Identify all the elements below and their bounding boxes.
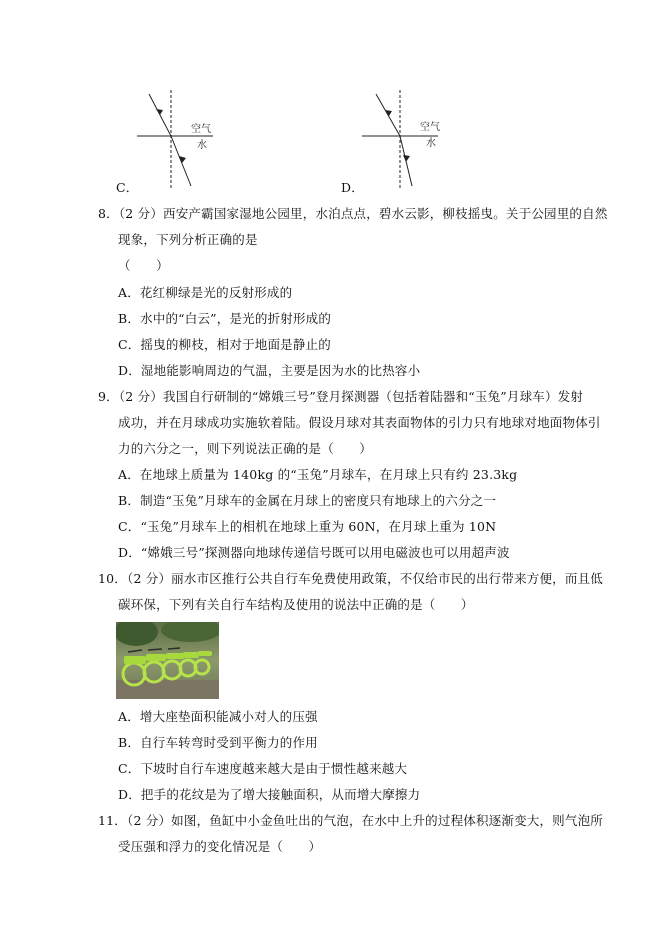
q10-option-d: D．把手的花纹是为了增大接触面积，从而增大摩擦力 [118,787,421,802]
q8-option-d: D．湿地能影响周边的气温，主要是因为水的比热容小 [118,363,421,378]
q9-option-b: B．制造“玉兔”月球车的金属在月球上的密度只有地球上的六分之一 [118,493,497,508]
q10-stem-line1: 10．（2 分）丽水市区推行公共自行车免费使用政策，不仅给市民的出行带来方便，而且低 [98,571,603,586]
option-letter-c: C． [116,180,139,195]
q8-stem-line1: 8．（2 分）西安产霸国家湿地公园里，水泊点点，碧水云影，柳枝摇曳。关于公园里的自然 [98,206,608,221]
bicycle-photo [116,622,219,699]
option-letter-d: D． [341,180,364,195]
water-label-d: 水 [426,138,436,149]
q11-stem-line2: 受压强和浮力的变化情况是（ ） [118,839,322,854]
q8-stem-line2: 现象，下列分析正确的是 [118,232,258,247]
q10-option-c: C．下坡时自行车速度越来越大是由于惯性越来越大 [118,761,408,776]
q8-option-a: A．花红柳绿是光的反射形成的 [118,285,293,300]
q10-option-b: B．自行车转弯时受到平衡力的作用 [118,735,318,750]
q9-option-d: D．“嫦娥三号”探测器向地球传递信号既可以用电磁波也可以用超声波 [118,545,510,560]
q9-option-c: C．“玉兔”月球车上的相机在地球上重为 60N，在月球上重为 10N [118,519,497,534]
q8-option-c: C．摇曳的柳枝，相对于地面是静止的 [118,337,331,352]
air-label-c: 空气 [191,124,211,135]
water-label-c: 水 [197,140,207,151]
q10-stem-line2: 碳环保，下列有关自行车结构及使用的说法中正确的是（ ） [118,597,474,612]
q9-option-a: A．在地球上质量为 140kg 的“玉兔”月球车，在月球上只有约 23.3kg [118,467,518,482]
q9-stem-line1: 9．（2 分）我国自行研制的“嫦娥三号”登月探测器（包括着陆器和“玉兔”月球车）发射 [98,389,584,404]
q8-option-b: B．水中的“白云”，是光的折射形成的 [118,311,332,326]
air-label-d: 空气 [420,122,440,133]
q9-stem-line2: 成功，并在月球成功实施软着陆。假设月球对其表面物体的引力只有地球对地面物体引 [118,415,601,430]
q8-answer-blank: （ ） [118,258,169,273]
q11-stem-line1: 11．（2 分）如图，鱼缸中小金鱼吐出的气泡，在水中上升的过程体积逐渐变大，则气泡所 [98,813,603,828]
q9-stem-line3: 力的六分之一，则下列说法正确的是（ ） [118,441,373,456]
q10-option-a: A．增大座垫面积能减小对人的压强 [118,709,318,724]
